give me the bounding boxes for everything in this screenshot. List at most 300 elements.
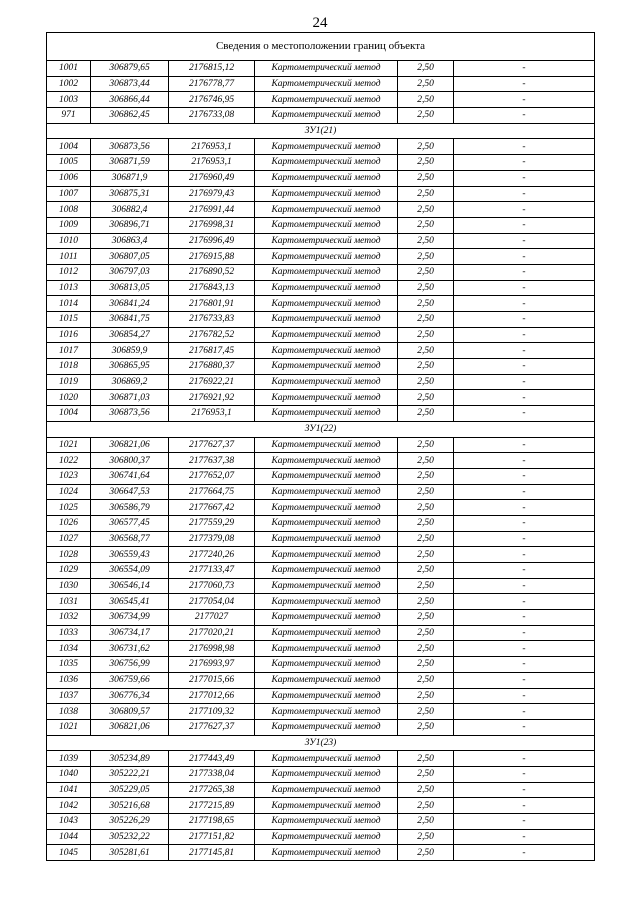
- table-row: [47, 468, 595, 484]
- table-row: [47, 688, 595, 704]
- method-cell: Картометрический метод: [255, 766, 398, 782]
- x-coordinate-cell: 306871,59: [91, 155, 169, 171]
- y-coordinate-cell: 2177379,08: [169, 531, 255, 547]
- group-label: ЗУ1(22): [47, 421, 595, 437]
- x-coordinate-cell: 306759,66: [91, 672, 169, 688]
- method-cell: Картометрический метод: [255, 327, 398, 343]
- x-coordinate-cell: 306862,45: [91, 108, 169, 124]
- point-id-cell: 1034: [47, 641, 91, 657]
- x-coordinate-cell: 305222,21: [91, 766, 169, 782]
- note-cell: -: [454, 61, 595, 77]
- table-row: [47, 484, 595, 500]
- y-coordinate-cell: 2176843,13: [169, 280, 255, 296]
- note-cell: -: [454, 672, 595, 688]
- method-cell: Картометрический метод: [255, 217, 398, 233]
- x-coordinate-cell: 306577,45: [91, 515, 169, 531]
- x-coordinate-cell: 306854,27: [91, 327, 169, 343]
- table-title: Сведения о местоположении границ объекта: [47, 33, 595, 61]
- x-coordinate-cell: 306797,03: [91, 264, 169, 280]
- point-id-cell: 1040: [47, 766, 91, 782]
- point-id-cell: 1029: [47, 563, 91, 579]
- point-id-cell: 1030: [47, 578, 91, 594]
- x-coordinate-cell: 306869,2: [91, 374, 169, 390]
- method-cell: Картометрический метод: [255, 264, 398, 280]
- point-id-cell: 1033: [47, 625, 91, 641]
- x-coordinate-cell: 306554,09: [91, 563, 169, 579]
- precision-cell: 2,50: [398, 359, 454, 375]
- method-cell: Картометрический метод: [255, 139, 398, 155]
- table-row: [47, 264, 595, 280]
- method-cell: Картометрический метод: [255, 594, 398, 610]
- precision-cell: 2,50: [398, 625, 454, 641]
- point-id-cell: 1018: [47, 359, 91, 375]
- precision-cell: 2,50: [398, 547, 454, 563]
- table-row: [47, 76, 595, 92]
- note-cell: -: [454, 704, 595, 720]
- table-row: [47, 641, 595, 657]
- note-cell: -: [454, 547, 595, 563]
- table-row: [47, 139, 595, 155]
- point-id-cell: 971: [47, 108, 91, 124]
- note-cell: -: [454, 468, 595, 484]
- table-row: [47, 798, 595, 814]
- precision-cell: 2,50: [398, 484, 454, 500]
- note-cell: -: [454, 92, 595, 108]
- point-id-cell: 1001: [47, 61, 91, 77]
- point-id-cell: 1032: [47, 610, 91, 626]
- x-coordinate-cell: 306734,99: [91, 610, 169, 626]
- table-row: [47, 610, 595, 626]
- method-cell: Картометрический метод: [255, 672, 398, 688]
- method-cell: Картометрический метод: [255, 845, 398, 861]
- x-coordinate-cell: 306859,9: [91, 343, 169, 359]
- method-cell: Картометрический метод: [255, 814, 398, 830]
- y-coordinate-cell: 2176953,1: [169, 406, 255, 422]
- x-coordinate-cell: 306741,64: [91, 468, 169, 484]
- note-cell: -: [454, 751, 595, 767]
- method-cell: Картометрический метод: [255, 280, 398, 296]
- precision-cell: 2,50: [398, 374, 454, 390]
- table-row: [47, 500, 595, 516]
- y-coordinate-cell: 2176979,43: [169, 186, 255, 202]
- note-cell: -: [454, 719, 595, 735]
- method-cell: Картометрический метод: [255, 186, 398, 202]
- point-id-cell: 1015: [47, 312, 91, 328]
- note-cell: -: [454, 782, 595, 798]
- y-coordinate-cell: 2177151,82: [169, 829, 255, 845]
- point-id-cell: 1008: [47, 202, 91, 218]
- note-cell: -: [454, 766, 595, 782]
- y-coordinate-cell: 2177265,38: [169, 782, 255, 798]
- precision-cell: 2,50: [398, 406, 454, 422]
- y-coordinate-cell: 2177627,37: [169, 719, 255, 735]
- group-label: ЗУ1(23): [47, 735, 595, 751]
- note-cell: -: [454, 359, 595, 375]
- method-cell: Картометрический метод: [255, 782, 398, 798]
- boundary-table: [46, 32, 595, 861]
- point-id-cell: 1043: [47, 814, 91, 830]
- table-body: [47, 61, 595, 861]
- group-header-row: [47, 421, 595, 437]
- y-coordinate-cell: 2176733,83: [169, 312, 255, 328]
- y-coordinate-cell: 2176998,31: [169, 217, 255, 233]
- point-id-cell: 1020: [47, 390, 91, 406]
- table-row: [47, 515, 595, 531]
- y-coordinate-cell: 2177054,04: [169, 594, 255, 610]
- method-cell: Картометрический метод: [255, 374, 398, 390]
- method-cell: Картометрический метод: [255, 453, 398, 469]
- table-row: [47, 233, 595, 249]
- precision-cell: 2,50: [398, 845, 454, 861]
- precision-cell: 2,50: [398, 563, 454, 579]
- x-coordinate-cell: 306821,06: [91, 719, 169, 735]
- x-coordinate-cell: 306776,34: [91, 688, 169, 704]
- point-id-cell: 1031: [47, 594, 91, 610]
- method-cell: Картометрический метод: [255, 547, 398, 563]
- table-row: [47, 217, 595, 233]
- point-id-cell: 1027: [47, 531, 91, 547]
- method-cell: Картометрический метод: [255, 296, 398, 312]
- precision-cell: 2,50: [398, 139, 454, 155]
- precision-cell: 2,50: [398, 343, 454, 359]
- y-coordinate-cell: 2176880,37: [169, 359, 255, 375]
- x-coordinate-cell: 305281,61: [91, 845, 169, 861]
- point-id-cell: 1024: [47, 484, 91, 500]
- note-cell: -: [454, 563, 595, 579]
- method-cell: Картометрический метод: [255, 704, 398, 720]
- point-id-cell: 1013: [47, 280, 91, 296]
- method-cell: Картометрический метод: [255, 406, 398, 422]
- point-id-cell: 1038: [47, 704, 91, 720]
- table-row: [47, 374, 595, 390]
- table-row: [47, 170, 595, 186]
- table-row: [47, 327, 595, 343]
- precision-cell: 2,50: [398, 531, 454, 547]
- point-id-cell: 1005: [47, 155, 91, 171]
- y-coordinate-cell: 2177020,21: [169, 625, 255, 641]
- y-coordinate-cell: 2177338,04: [169, 766, 255, 782]
- method-cell: Картометрический метод: [255, 233, 398, 249]
- point-id-cell: 1004: [47, 406, 91, 422]
- point-id-cell: 1011: [47, 249, 91, 265]
- precision-cell: 2,50: [398, 688, 454, 704]
- precision-cell: 2,50: [398, 280, 454, 296]
- table-row: [47, 453, 595, 469]
- point-id-cell: 1041: [47, 782, 91, 798]
- method-cell: Картометрический метод: [255, 359, 398, 375]
- method-cell: Картометрический метод: [255, 563, 398, 579]
- note-cell: -: [454, 484, 595, 500]
- precision-cell: 2,50: [398, 672, 454, 688]
- x-coordinate-cell: 306756,99: [91, 657, 169, 673]
- table-row: [47, 531, 595, 547]
- note-cell: -: [454, 845, 595, 861]
- y-coordinate-cell: 2176953,1: [169, 155, 255, 171]
- precision-cell: 2,50: [398, 327, 454, 343]
- note-cell: -: [454, 453, 595, 469]
- method-cell: Картометрический метод: [255, 610, 398, 626]
- table-row: [47, 437, 595, 453]
- method-cell: Картометрический метод: [255, 688, 398, 704]
- method-cell: Картометрический метод: [255, 641, 398, 657]
- point-id-cell: 1036: [47, 672, 91, 688]
- precision-cell: 2,50: [398, 249, 454, 265]
- table-row: [47, 359, 595, 375]
- note-cell: -: [454, 374, 595, 390]
- y-coordinate-cell: 2177015,66: [169, 672, 255, 688]
- precision-cell: 2,50: [398, 468, 454, 484]
- point-id-cell: 1006: [47, 170, 91, 186]
- table-row: [47, 845, 595, 861]
- precision-cell: 2,50: [398, 217, 454, 233]
- y-coordinate-cell: 2177627,37: [169, 437, 255, 453]
- table-row: [47, 829, 595, 845]
- x-coordinate-cell: 306546,14: [91, 578, 169, 594]
- method-cell: Картометрический метод: [255, 170, 398, 186]
- y-coordinate-cell: 2176953,1: [169, 139, 255, 155]
- x-coordinate-cell: 306807,05: [91, 249, 169, 265]
- table-row: [47, 657, 595, 673]
- y-coordinate-cell: 2176746,95: [169, 92, 255, 108]
- note-cell: -: [454, 515, 595, 531]
- method-cell: Картометрический метод: [255, 437, 398, 453]
- group-label: ЗУ1(21): [47, 123, 595, 139]
- precision-cell: 2,50: [398, 719, 454, 735]
- note-cell: -: [454, 280, 595, 296]
- method-cell: Картометрический метод: [255, 76, 398, 92]
- precision-cell: 2,50: [398, 610, 454, 626]
- table-row: [47, 704, 595, 720]
- y-coordinate-cell: 2177109,32: [169, 704, 255, 720]
- y-coordinate-cell: 2176733,08: [169, 108, 255, 124]
- group-header-row: [47, 735, 595, 751]
- note-cell: -: [454, 249, 595, 265]
- x-coordinate-cell: 306896,71: [91, 217, 169, 233]
- point-id-cell: 1021: [47, 719, 91, 735]
- y-coordinate-cell: 2176998,98: [169, 641, 255, 657]
- precision-cell: 2,50: [398, 155, 454, 171]
- x-coordinate-cell: 306559,43: [91, 547, 169, 563]
- method-cell: Картометрический метод: [255, 108, 398, 124]
- point-id-cell: 1017: [47, 343, 91, 359]
- point-id-cell: 1045: [47, 845, 91, 861]
- method-cell: Картометрический метод: [255, 312, 398, 328]
- note-cell: -: [454, 829, 595, 845]
- note-cell: -: [454, 406, 595, 422]
- method-cell: Картометрический метод: [255, 531, 398, 547]
- table-row: [47, 108, 595, 124]
- method-cell: Картометрический метод: [255, 798, 398, 814]
- x-coordinate-cell: 306568,77: [91, 531, 169, 547]
- precision-cell: 2,50: [398, 453, 454, 469]
- x-coordinate-cell: 305234,89: [91, 751, 169, 767]
- precision-cell: 2,50: [398, 578, 454, 594]
- note-cell: -: [454, 170, 595, 186]
- method-cell: Картометрический метод: [255, 829, 398, 845]
- point-id-cell: 1010: [47, 233, 91, 249]
- x-coordinate-cell: 306813,05: [91, 280, 169, 296]
- precision-cell: 2,50: [398, 829, 454, 845]
- point-id-cell: 1039: [47, 751, 91, 767]
- y-coordinate-cell: 2177012,66: [169, 688, 255, 704]
- y-coordinate-cell: 2177667,42: [169, 500, 255, 516]
- precision-cell: 2,50: [398, 500, 454, 516]
- point-id-cell: 1003: [47, 92, 91, 108]
- x-coordinate-cell: 306731,62: [91, 641, 169, 657]
- note-cell: -: [454, 814, 595, 830]
- y-coordinate-cell: 2177133,47: [169, 563, 255, 579]
- precision-cell: 2,50: [398, 814, 454, 830]
- precision-cell: 2,50: [398, 751, 454, 767]
- y-coordinate-cell: 2177060,73: [169, 578, 255, 594]
- group-header-row: [47, 123, 595, 139]
- table-row: [47, 672, 595, 688]
- x-coordinate-cell: 306882,4: [91, 202, 169, 218]
- table-row: [47, 751, 595, 767]
- method-cell: Картометрический метод: [255, 657, 398, 673]
- x-coordinate-cell: 305216,68: [91, 798, 169, 814]
- method-cell: Картометрический метод: [255, 625, 398, 641]
- method-cell: Картометрический метод: [255, 500, 398, 516]
- x-coordinate-cell: 306873,44: [91, 76, 169, 92]
- precision-cell: 2,50: [398, 515, 454, 531]
- precision-cell: 2,50: [398, 390, 454, 406]
- x-coordinate-cell: 305226,29: [91, 814, 169, 830]
- precision-cell: 2,50: [398, 657, 454, 673]
- y-coordinate-cell: 2177240,26: [169, 547, 255, 563]
- method-cell: Картометрический метод: [255, 484, 398, 500]
- precision-cell: 2,50: [398, 437, 454, 453]
- note-cell: -: [454, 594, 595, 610]
- x-coordinate-cell: 306866,44: [91, 92, 169, 108]
- x-coordinate-cell: 306875,31: [91, 186, 169, 202]
- table-row: [47, 202, 595, 218]
- y-coordinate-cell: 2177215,89: [169, 798, 255, 814]
- y-coordinate-cell: 2177652,07: [169, 468, 255, 484]
- y-coordinate-cell: 2177637,38: [169, 453, 255, 469]
- y-coordinate-cell: 2176996,49: [169, 233, 255, 249]
- method-cell: Картометрический метод: [255, 468, 398, 484]
- precision-cell: 2,50: [398, 766, 454, 782]
- table-row: [47, 547, 595, 563]
- y-coordinate-cell: 2177145,81: [169, 845, 255, 861]
- point-id-cell: 1022: [47, 453, 91, 469]
- method-cell: Картометрический метод: [255, 343, 398, 359]
- method-cell: Картометрический метод: [255, 719, 398, 735]
- x-coordinate-cell: 306586,79: [91, 500, 169, 516]
- table-row: [47, 766, 595, 782]
- precision-cell: 2,50: [398, 594, 454, 610]
- note-cell: -: [454, 327, 595, 343]
- x-coordinate-cell: 306647,53: [91, 484, 169, 500]
- precision-cell: 2,50: [398, 641, 454, 657]
- note-cell: -: [454, 500, 595, 516]
- table-row: [47, 814, 595, 830]
- note-cell: -: [454, 531, 595, 547]
- precision-cell: 2,50: [398, 108, 454, 124]
- point-id-cell: 1025: [47, 500, 91, 516]
- note-cell: -: [454, 296, 595, 312]
- x-coordinate-cell: 306800,37: [91, 453, 169, 469]
- precision-cell: 2,50: [398, 798, 454, 814]
- y-coordinate-cell: 2176890,52: [169, 264, 255, 280]
- note-cell: -: [454, 233, 595, 249]
- method-cell: Картометрический метод: [255, 155, 398, 171]
- x-coordinate-cell: 306734,17: [91, 625, 169, 641]
- note-cell: -: [454, 437, 595, 453]
- note-cell: -: [454, 186, 595, 202]
- method-cell: Картометрический метод: [255, 61, 398, 77]
- note-cell: -: [454, 312, 595, 328]
- method-cell: Картометрический метод: [255, 578, 398, 594]
- table-row: [47, 782, 595, 798]
- point-id-cell: 1042: [47, 798, 91, 814]
- point-id-cell: 1023: [47, 468, 91, 484]
- x-coordinate-cell: 306865,95: [91, 359, 169, 375]
- y-coordinate-cell: 2176922,21: [169, 374, 255, 390]
- x-coordinate-cell: 305232,22: [91, 829, 169, 845]
- table-row: [47, 280, 595, 296]
- x-coordinate-cell: 306863,4: [91, 233, 169, 249]
- table-row: [47, 249, 595, 265]
- y-coordinate-cell: 2177443,49: [169, 751, 255, 767]
- table-row: [47, 594, 595, 610]
- table-row: [47, 625, 595, 641]
- precision-cell: 2,50: [398, 186, 454, 202]
- precision-cell: 2,50: [398, 170, 454, 186]
- note-cell: -: [454, 610, 595, 626]
- precision-cell: 2,50: [398, 782, 454, 798]
- point-id-cell: 1044: [47, 829, 91, 845]
- x-coordinate-cell: 306545,41: [91, 594, 169, 610]
- method-cell: Картометрический метод: [255, 515, 398, 531]
- precision-cell: 2,50: [398, 202, 454, 218]
- point-id-cell: 1035: [47, 657, 91, 673]
- y-coordinate-cell: 2176778,77: [169, 76, 255, 92]
- y-coordinate-cell: 2176815,12: [169, 61, 255, 77]
- precision-cell: 2,50: [398, 76, 454, 92]
- note-cell: -: [454, 217, 595, 233]
- precision-cell: 2,50: [398, 312, 454, 328]
- y-coordinate-cell: 2176991,44: [169, 202, 255, 218]
- table-row: [47, 155, 595, 171]
- point-id-cell: 1007: [47, 186, 91, 202]
- x-coordinate-cell: 306879,65: [91, 61, 169, 77]
- point-id-cell: 1016: [47, 327, 91, 343]
- table-row: [47, 578, 595, 594]
- x-coordinate-cell: 306871,03: [91, 390, 169, 406]
- point-id-cell: 1026: [47, 515, 91, 531]
- point-id-cell: 1004: [47, 139, 91, 155]
- note-cell: -: [454, 76, 595, 92]
- x-coordinate-cell: 306873,56: [91, 139, 169, 155]
- x-coordinate-cell: 306841,75: [91, 312, 169, 328]
- page-number: 24: [312, 15, 328, 31]
- y-coordinate-cell: 2177559,29: [169, 515, 255, 531]
- note-cell: -: [454, 343, 595, 359]
- y-coordinate-cell: 2176782,52: [169, 327, 255, 343]
- note-cell: -: [454, 657, 595, 673]
- y-coordinate-cell: 2176801,91: [169, 296, 255, 312]
- note-cell: -: [454, 578, 595, 594]
- note-cell: -: [454, 155, 595, 171]
- x-coordinate-cell: 306873,56: [91, 406, 169, 422]
- point-id-cell: 1002: [47, 76, 91, 92]
- point-id-cell: 1021: [47, 437, 91, 453]
- note-cell: -: [454, 202, 595, 218]
- method-cell: Картометрический метод: [255, 92, 398, 108]
- note-cell: -: [454, 264, 595, 280]
